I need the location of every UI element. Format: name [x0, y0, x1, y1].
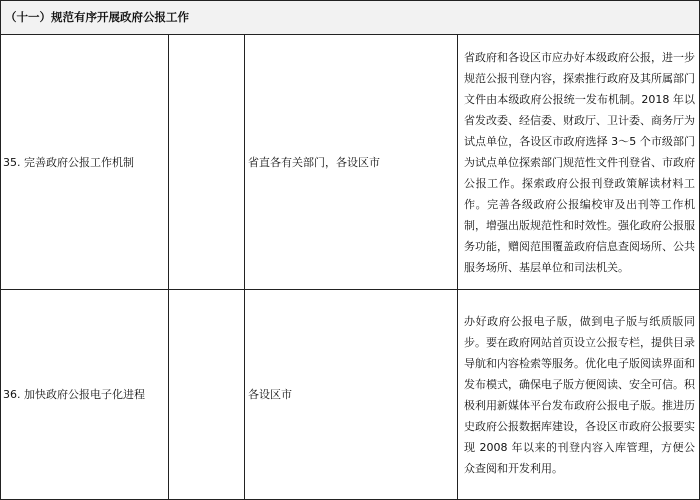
section-title: （十一）规范有序开展政府公报工作	[1, 1, 700, 35]
section-header-row	[1, 1, 700, 35]
task-name-cell: 35. 完善政府公报工作机制	[1, 35, 169, 290]
blank-cell	[169, 35, 245, 290]
task-description-cell: 办好政府公报电子版，做到电子版与纸质版同步。要在政府网站首页设立公报专栏，提供目录导航和内容检索等服务。优化电子版阅读界面和发布模式，确保电子版方便阅读、安全可信。积极利用新媒体平台发布政府公报电子版。推进历史政府公报数据库建设，各设区市政府公报要实现 2008 年以来的刊登内容入库管理，方便公众查阅和开发利用。	[458, 290, 700, 500]
responsible-dept-cell: 省直各有关部门，各设区市	[245, 35, 458, 290]
responsible-dept-cell: 各设区市	[245, 290, 458, 500]
blank-cell	[169, 290, 245, 500]
table-row	[1, 35, 700, 290]
table-row	[1, 290, 700, 500]
task-description-cell: 省政府和各设区市应办好本级政府公报，进一步规范公报刊登内容，探索推行政府及其所属部门文件由本级政府公报统一发布机制。2018 年以省发改委、经信委、财政厅、卫计委、商务厅为试点单位，各设区市政府选择 3～5 个市级部门为试点单位探索部门规范性文件刊登省、市政府公报工作。探索政府公报刊登政策解读材料工作。完善各级政府公报编校审及出刊等工作机制，增强出版规范性和时效性。强化政府公报服务功能，赠阅范围覆盖政府信息查阅场所、公共服务场所、基层单位和司法机关。	[458, 35, 700, 290]
task-name-cell: 36. 加快政府公报电子化进程	[1, 290, 169, 500]
